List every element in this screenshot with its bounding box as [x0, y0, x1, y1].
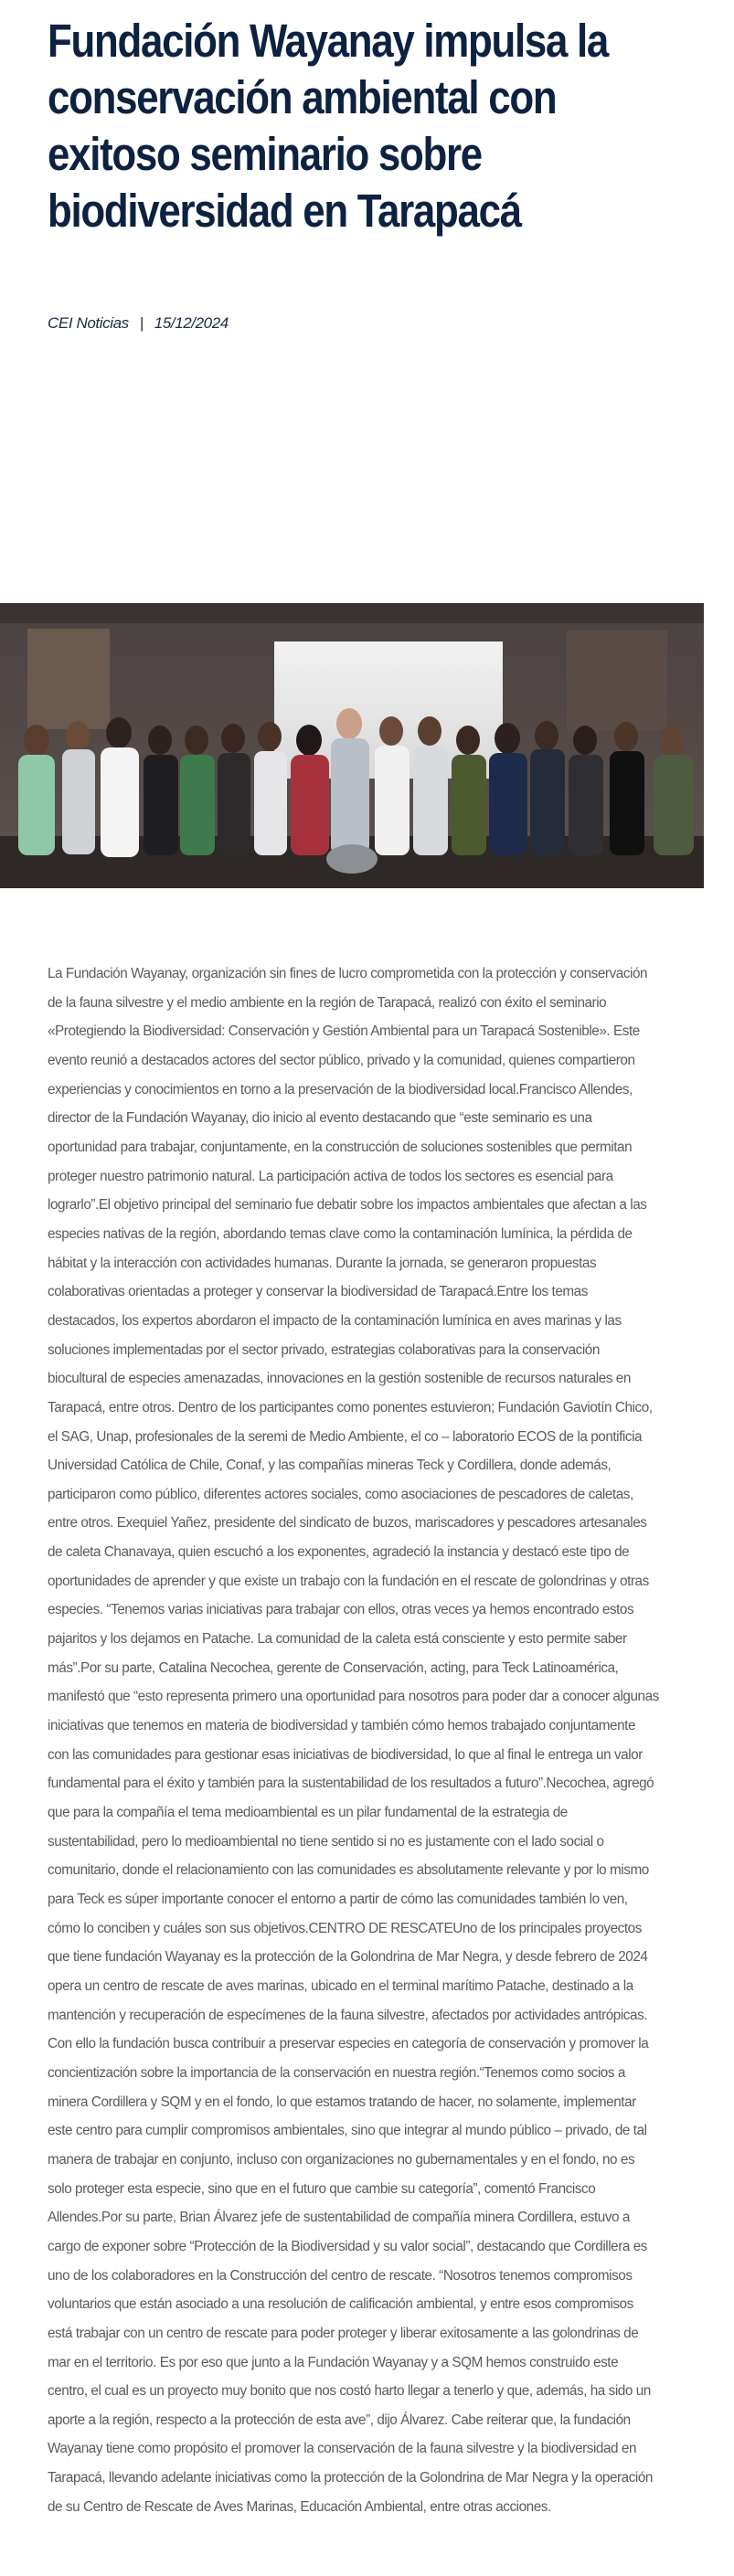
article-source[interactable]: CEI Noticias	[48, 314, 129, 332]
photo-ceiling	[0, 603, 704, 623]
photo-bag	[326, 844, 378, 874]
article-meta	[48, 314, 229, 333]
article-title: Fundación Wayanay impulsa la conservación ambiental con exitoso seminario sobre biodiversidad en Tarapacá	[48, 15, 609, 237]
article-body: La Fundación Wayanay, organización sin fines de lucro comprometida con la protección y conservación de la fauna silvestre y el medio ambiente en la región de Tarapacá, realizó con éxito el seminario «Protegiendo la Biodiversidad: Conservación y Gestión Ambiental para un Tarapacá Sostenible». Este evento reunió a destacados actores del sector público, privado y la comunidad, quienes compartieron experiencias y conocimientos en torno a la preservación de la biodiversidad local.Francisco Allendes, director de la Fundación Wayanay, dio inicio al evento destacando que “este seminario es una oportunidad para trabajar, conjuntamente, en la construcción de soluciones sostenibles que permitan proteger nuestro patrimonio natural. La participación activa de todos los sectores es esencial para lograrlo”.El objetivo principal del seminario fue debatir sobre los impactos ambientales que afectan a las especies nativas de la región, abordando temas clave como la contaminación lumínica, la pérdida de hábitat y la interacción con actividades humanas. Durante la jornada, se generaron propuestas colaborativas orientadas a proteger y conservar la biodiversidad de Tarapacá.Entre los temas destacados, los expertos abordaron el impacto de la contaminación lumínica en aves marinas y las soluciones implementadas por el sector privado, estrategias colaborativas para la conservación biocultural de especies amenazadas, innovaciones en la gestión sostenible de recursos naturales en Tarapacá, entre otros. Dentro de los participantes como ponentes estuvieron; Fundación Gaviotín Chico, el SAG, Unap, profesionales de la seremi de Medio Ambiente, el co – laboratorio ECOS de la pontificia Universidad Católica de Chile, Conaf, y las compañías mineras Teck y Cordillera, donde además, participaron como público, diferentes actores sociales, como asociaciones de pescadores de caletas, entre otros. Exequiel Yañez, presidente del sindicato de buzos, mariscadores y pescadores artesanales de caleta Chanavaya, quien escuchó a los exponentes, agradeció la instancia y destacó este tipo de oportunidades de aprender y que existe un trabajo con la fundación en el rescate de golondrinas y otras especies. “Tenemos varias iniciativas para trabajar con ellos, otras veces ya hemos encontrado estos pajaritos y los dejamos en Patache. La comunidad de la caleta está consciente y esto permite saber más”.Por su parte, Catalina Necochea, gerente de Conservación, acting, para Teck Latinoamérica, manifestó que “esto representa primero una oportunidad para nosotros para poder dar a conocer algunas iniciativas que tenemos en materia de biodiversidad y también cómo hemos trabajado conjuntamente con las comunidades para gestionar esas iniciativas de biodiversidad, lo que al final le entrega un valor fundamental para el éxito y también para la sustentabilidad de los resultados a futuro”.Necochea, agregó que para la compañía el tema medioambiental es un pilar fundamental de la estrategia de sustentabilidad, pero lo medioambiental no tiene sentido si no es justamente con el lado social o comunitario, donde el relacionamiento con las comunidades es absolutamente relevante y por lo mismo para Teck es súper importante conocer el entorno a partir de cómo las comunidades también lo ven, cómo lo conciben y cuáles son sus objetivos.CENTRO DE RESCATEUno de los principales proyectos que tiene fundación Wayanay es la protección de la Golondrina de Mar Negra, y desde febrero de 2024 opera un centro de rescate de aves marinas, ubicado en el terminal marítimo Patache, destinado a la mantención y recuperación de especímenes de la fauna silvestre, afectados por actividades antrópicas. Con ello la fundación busca contribuir a preservar especies en categoría de conservación y promover la concientización sobre la importancia de la conservación en nuestra región.“Tenemos como socios a minera Cordillera y SQM y en el fondo, lo que estamos tratando de hacer, no solamente, implementar este centro para cumplir compromisos ambientales, sino que integrar al mundo público – privado, de tal manera de trabajar en conjunto, incluso con organizaciones no gubernamentales y en el fondo, no es solo proteger esta especie, sino que en el futuro que cambie su categoría”, comentó Francisco Allendes.Por su parte, Brian Álvarez jefe de sustentabilidad de compañía minera Cordillera, estuvo a cargo de exponer sobre “Protección de la Biodiversidad y su valor social”, destacando que Cordillera es uno de los colaboradores en la Construcción del centro de rescate. “Nosotros tenemos compromisos voluntarios que están asociado a una resolución de calificación ambiental, y entre esos compromisos está trabajar con un centro de rescate para poder proteger y liberar exitosamente a las golondrinas de mar en el territorio. Es por eso que junto a la Fundación Wayanay y a SQM hemos construido este centro, el cual es un proyecto muy bonito que nos costó harto llegar a tenerlo y que, además, ha sido un aporte a la región, respecto a la protección de esta ave”, dijo Álvarez. Cabe reiterar que, la fundación Wayanay tiene como propósito el promover la conservación de la fauna silvestre y la biodiversidad en Tarapacá, llevando adelante iniciativas como la protección de la Golondrina de Mar Negra y la operación de su Centro de Rescate de Aves Marinas, Educación Ambiental, entre otras acciones.	[48, 966, 659, 2515]
photo-wall-panel	[27, 629, 110, 729]
group-photo	[0, 603, 704, 888]
photo-crowd	[18, 708, 694, 857]
photo-wall-panel	[567, 631, 667, 731]
meta-separator: |	[139, 314, 144, 332]
article-header	[48, 13, 687, 239]
article-date: 15/12/2024	[154, 314, 229, 332]
